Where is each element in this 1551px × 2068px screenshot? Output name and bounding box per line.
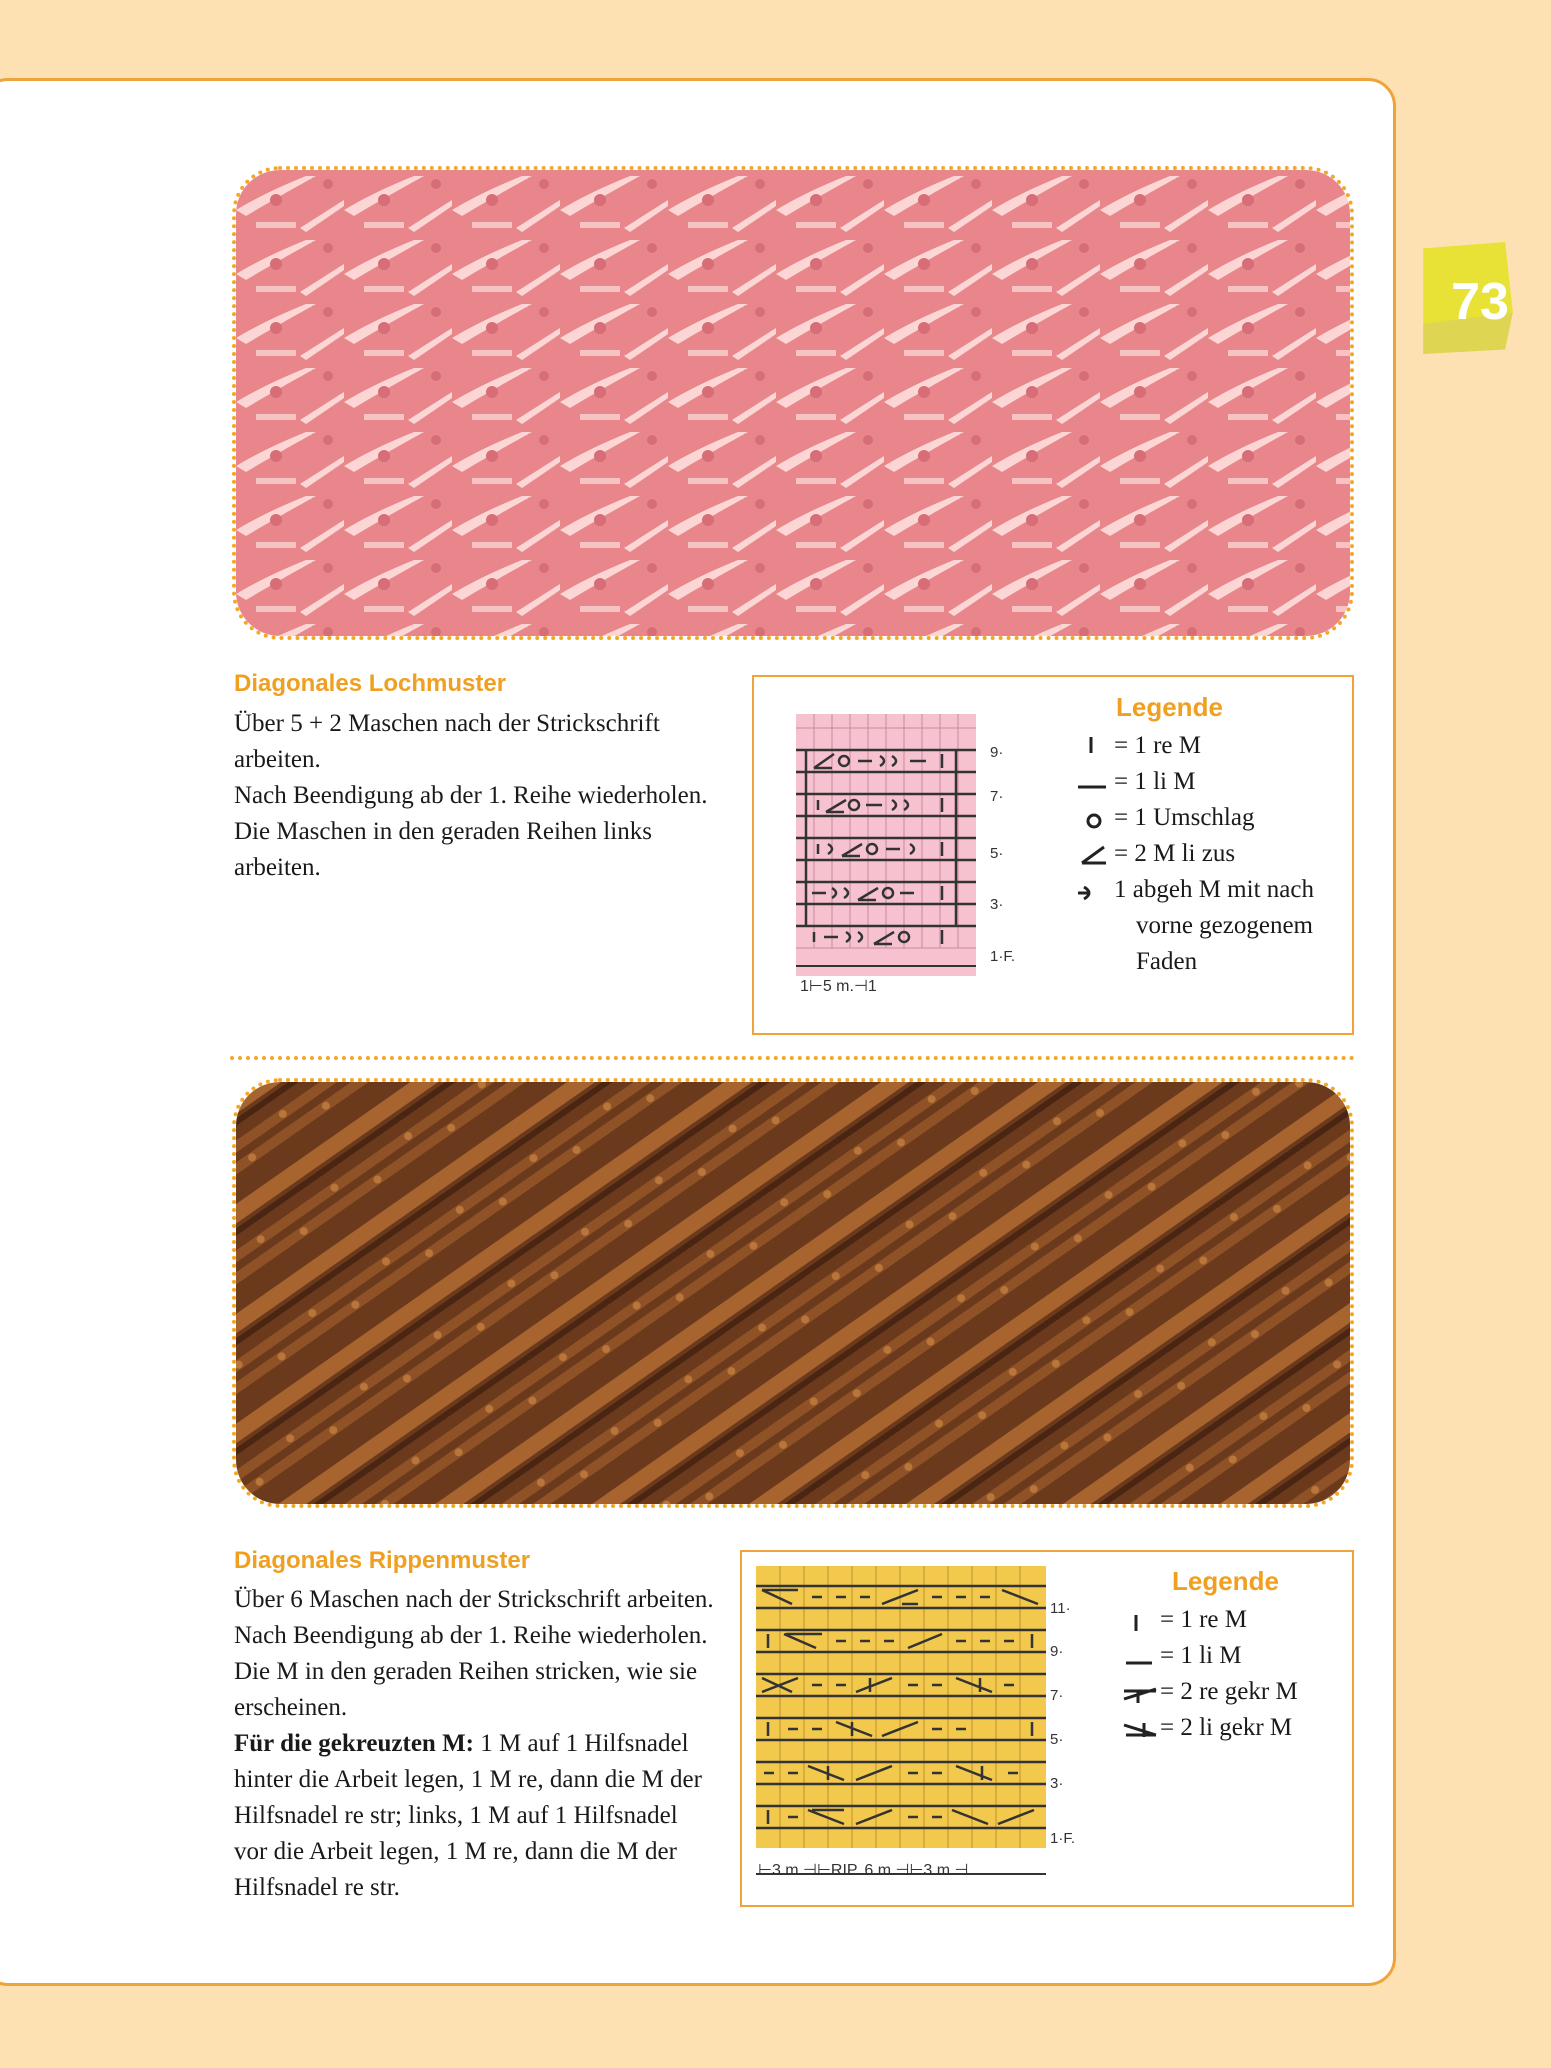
legend-text: = 1 re M xyxy=(1114,732,1201,759)
pattern2-title: Diagonales Rippenmuster xyxy=(234,1547,531,1574)
purl-two-together-icon xyxy=(1076,839,1114,869)
legend-row xyxy=(1076,836,1314,872)
text-line: erscheinen. xyxy=(234,1694,348,1721)
text-line: Hilfsnadel re str; links, 1 M auf 1 Hilfsnadel xyxy=(234,1802,678,1829)
row-label: 9· xyxy=(990,744,1004,761)
text-line: hinter die Arbeit legen, 1 M re, dann die M der xyxy=(234,1766,702,1793)
pattern1-legend xyxy=(1076,728,1314,980)
text-line: Die M in den geraden Reihen stricken, wie sie xyxy=(234,1658,698,1685)
legend-text: = 1 re M xyxy=(1160,1606,1247,1633)
chart-footer: 1⊢5 m.⊣1 xyxy=(800,978,877,995)
legend-row xyxy=(1076,728,1314,764)
text-line: arbeiten. xyxy=(234,746,321,773)
knit-stitch-icon xyxy=(1076,731,1114,761)
pattern1-legend-title: Legende xyxy=(1116,692,1223,722)
page-number: 73 xyxy=(1451,273,1509,331)
text-line: arbeiten. xyxy=(234,854,321,881)
legend-text: = 1 li M xyxy=(1114,768,1196,795)
pattern1-title: Diagonales Lochmuster xyxy=(234,670,507,697)
section-divider xyxy=(230,1056,1355,1060)
row-label: 9· xyxy=(1050,1643,1064,1660)
text-line xyxy=(234,1726,714,1762)
chart-footer: ⊢3 m.⊣⊢RIP. 6 m.⊣⊢3 m.⊣ xyxy=(758,1862,969,1879)
row-label: 5· xyxy=(1050,1731,1064,1748)
right-cross-icon xyxy=(1122,1677,1160,1707)
row-label: 7· xyxy=(1050,1687,1064,1704)
legend-text: 1 abgeh M mit nach xyxy=(1114,876,1314,903)
purl-stitch-icon xyxy=(1076,767,1114,797)
pattern2-stitch-chart xyxy=(752,1562,1052,1892)
legend-text: = 2 M li zus xyxy=(1114,840,1236,867)
pattern1-description xyxy=(234,706,707,886)
pattern1-stitch-chart xyxy=(792,710,992,980)
bold-label: Für die gekreuzten M: xyxy=(234,1730,475,1757)
text-line: vor die Arbeit legen, 1 M re, dann die M der xyxy=(234,1838,677,1865)
text-line: Nach Beendigung ab der 1. Reihe wiederholen. xyxy=(234,782,708,809)
row-label: 5· xyxy=(990,845,1004,862)
text-line: Über 6 Maschen nach der Strickschrift arbeiten. xyxy=(234,1586,714,1613)
brown-swatch-photo xyxy=(236,1082,1350,1504)
row-label: 7· xyxy=(990,788,1004,805)
knit-stitch-icon xyxy=(1122,1605,1160,1635)
legend-row xyxy=(1076,764,1314,800)
legend-row xyxy=(1122,1710,1298,1746)
legend-text: = 2 li gekr M xyxy=(1160,1714,1293,1741)
purl-stitch-icon xyxy=(1122,1641,1160,1671)
text-line: Die Maschen in den geraden Reihen links xyxy=(234,818,652,845)
pattern2-legend xyxy=(1122,1602,1298,1746)
legend-row xyxy=(1076,944,1314,980)
legend-text: = 1 li M xyxy=(1160,1642,1242,1669)
legend-text: vorne gezogenem xyxy=(1136,912,1314,939)
row-label: 1·F. xyxy=(1050,1830,1076,1847)
legend-text: = 2 re gekr M xyxy=(1160,1678,1298,1705)
text-fragment: 1 M auf 1 Hilfsnadel xyxy=(474,1730,689,1757)
yarn-over-icon xyxy=(1076,803,1114,833)
row-label: 3· xyxy=(990,896,1004,913)
pattern2-description xyxy=(234,1582,714,1906)
legend-row xyxy=(1076,800,1314,836)
text-line: Hilfsnadel re str. xyxy=(234,1874,400,1901)
legend-text: = 1 Umschlag xyxy=(1114,804,1255,831)
legend-row xyxy=(1076,908,1314,944)
left-cross-icon xyxy=(1122,1713,1160,1743)
legend-row xyxy=(1076,872,1314,908)
row-label: 3· xyxy=(1050,1775,1064,1792)
pattern2-legend-title: Legende xyxy=(1172,1566,1279,1596)
pink-swatch-photo xyxy=(236,170,1350,636)
text-line: Über 5 + 2 Maschen nach der Strickschrift xyxy=(234,710,660,737)
text-line: Nach Beendigung ab der 1. Reihe wiederholen. xyxy=(234,1622,708,1649)
legend-row xyxy=(1122,1674,1298,1710)
legend-text: Faden xyxy=(1136,948,1198,975)
slip-stitch-icon xyxy=(1076,875,1114,905)
legend-row xyxy=(1122,1638,1298,1674)
legend-row xyxy=(1122,1602,1298,1638)
row-label: 11· xyxy=(1050,1600,1071,1617)
row-label: 1·F. xyxy=(990,948,1016,965)
